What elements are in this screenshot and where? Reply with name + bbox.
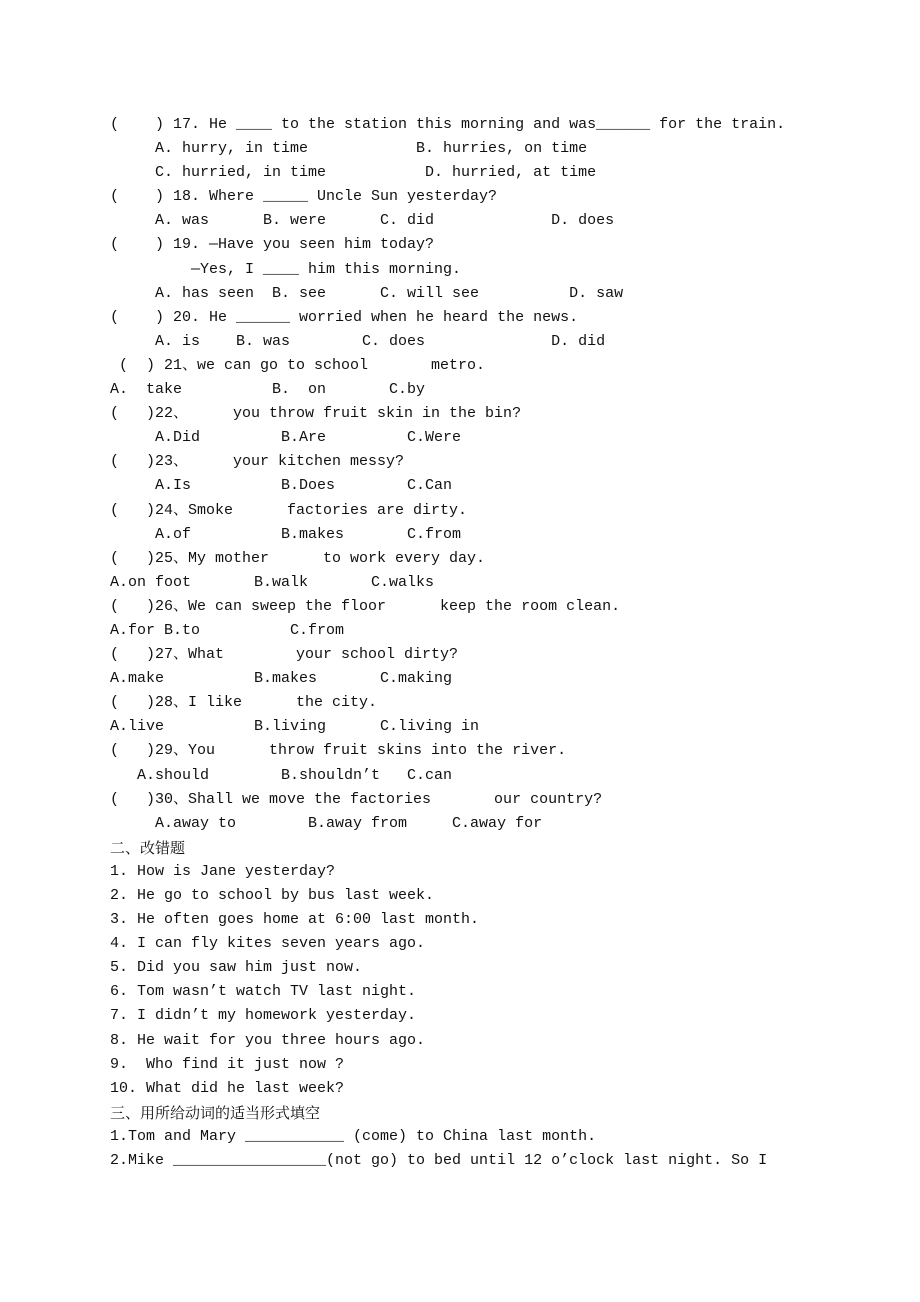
options-18: A. was B. were C. did D. does xyxy=(110,212,615,230)
correction-item: 8. He wait for you three hours ago. xyxy=(110,1031,426,1049)
correction-item: 9. Who find it just now ? xyxy=(110,1055,345,1073)
correction-item: 4. I can fly kites seven years ago. xyxy=(110,935,426,953)
question-28: ( )28、I like the city. xyxy=(110,694,378,712)
question-20: ( ) 20. He ______ worried when he heard the news. xyxy=(110,308,579,326)
options-26: A.for B.to C.from xyxy=(110,621,345,639)
correction-item: 1. How is Jane yesterday? xyxy=(110,862,336,880)
section-error-correction xyxy=(110,836,850,1101)
section-heading: 二、改错题 xyxy=(110,838,186,857)
correction-item: 5. Did you saw him just now. xyxy=(110,959,363,977)
options-23: A.Is B.Does C.Can xyxy=(110,477,453,495)
options-19: A. has seen B. see C. will see D. saw xyxy=(110,284,624,302)
question-27: ( )27、What your school dirty? xyxy=(110,646,459,664)
options-24: A.of B.makes C.from xyxy=(110,525,462,543)
correction-item: 2. He go to school by bus last week. xyxy=(110,887,435,904)
question-23: ( )23、 your kitchen messy? xyxy=(110,453,405,471)
section-multiple-choice xyxy=(110,113,850,836)
section-verb-forms xyxy=(110,1101,850,1173)
question-19: ( ) 19. —Have you seen him today? xyxy=(110,236,435,254)
question-24: ( )24、Smoke factories are dirty. xyxy=(110,501,468,519)
options-17-ab: A. hurry, in time B. hurries, on time xyxy=(110,140,588,158)
question-30: ( )30、Shall we move the factories our country? xyxy=(110,790,603,808)
question-22: ( )22、 you throw fruit skin in the bin? xyxy=(110,405,522,423)
options-22: A.Did B.Are C.Were xyxy=(110,429,462,447)
options-28: A.live B.living C.living in xyxy=(110,718,480,736)
options-25: A.on foot B.walk C.walks xyxy=(110,573,435,591)
question-18: ( ) 18. Where _____ Uncle Sun yesterday? xyxy=(110,188,498,206)
correction-item: 10. What did he last week? xyxy=(110,1079,345,1097)
question-19-reply: —Yes, I ____ him this morning. xyxy=(110,260,462,278)
correction-item: 7. I didn’t my homework yesterday. xyxy=(110,1007,417,1025)
fill-item: 2.Mike _________________(not go) to bed until 12 o’clock last night. So I xyxy=(110,1152,768,1170)
correction-item: 6. Tom wasn’t watch TV last night. xyxy=(110,983,417,1001)
question-26: ( )26、We can sweep the floor keep the room clean. xyxy=(110,597,621,615)
question-21: ( ) 21、we can go to school metro. xyxy=(110,356,486,374)
question-29: ( )29、You throw fruit skins into the river. xyxy=(110,742,567,760)
options-21: A. take B. on C.by xyxy=(110,381,426,399)
correction-item: 3. He often goes home at 6:00 last month. xyxy=(110,911,480,929)
fill-item: 1.Tom and Mary ___________ (come) to China last month. xyxy=(110,1127,597,1145)
question-17: ( ) 17. He ____ to the station this morning and was______ for the train. xyxy=(110,116,786,133)
options-30: A.away to B.away from C.away for xyxy=(110,814,543,832)
question-25: ( )25、My mother to work every day. xyxy=(110,549,486,567)
options-29: A.should B.shouldn’t C.can xyxy=(110,766,453,784)
worksheet xyxy=(110,113,850,1173)
section-heading: 三、用所给动词的适当形式填空 xyxy=(110,1103,321,1122)
options-20: A. is B. was C. does D. did xyxy=(110,332,606,350)
options-27: A.make B.makes C.making xyxy=(110,670,453,688)
options-17-cd: C. hurried, in time D. hurried, at time xyxy=(110,164,597,182)
